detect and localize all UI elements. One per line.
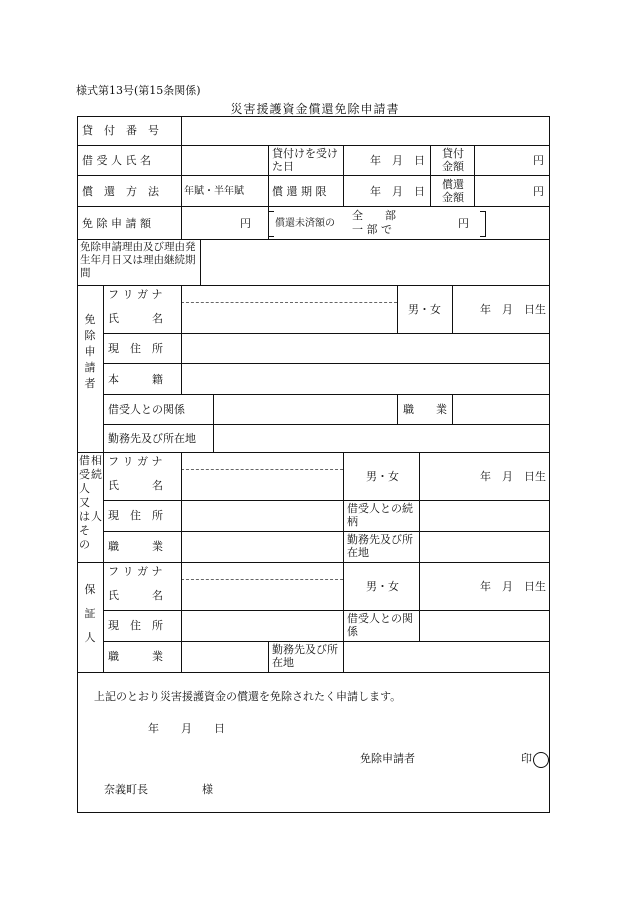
- repay-method-label: 償 還 方 法: [82, 185, 159, 198]
- col-line: [419, 562, 420, 641]
- exempt-amount-label: 免 除 申 請 額: [82, 217, 151, 230]
- col-line: [343, 562, 344, 641]
- col-line: [200, 239, 201, 285]
- applicant-workplace-label: 勤務先及び所在地: [108, 432, 196, 445]
- one-part-option: 一 部 で: [352, 223, 392, 236]
- guarantor-name-label: 氏 名: [108, 589, 163, 602]
- row-line: [77, 239, 550, 240]
- application-statement: 上記のとおり災害援護資金の償還を免除されたく申請します。: [94, 690, 402, 703]
- col-line: [181, 562, 182, 672]
- repay-period-ymd: 年 月 日: [370, 185, 425, 198]
- col-line: [343, 641, 344, 672]
- applicant-relation-label: 借受人との関係: [108, 403, 185, 416]
- addressee: 奈義町長: [104, 783, 148, 796]
- loan-date-ymd: 年 月 日: [370, 154, 425, 167]
- applicant-sex: 男・女: [408, 303, 441, 316]
- row-line: [77, 175, 550, 176]
- heir-relation-label: 借受人との続柄: [347, 502, 413, 528]
- col-line: [268, 641, 269, 672]
- heir-address-label: 現 住 所: [108, 509, 163, 522]
- furigana-dashed-line: [181, 302, 397, 303]
- guarantor-relation-label: 借受人との関係: [347, 612, 413, 638]
- col-line: [452, 394, 453, 424]
- applicant-address-label: 現 住 所: [108, 342, 163, 355]
- row-line: [77, 452, 550, 453]
- row-line: [103, 610, 550, 611]
- all-part-option: 全 部: [352, 209, 396, 222]
- row-line: [77, 206, 550, 207]
- guarantor-sex: 男・女: [366, 580, 399, 593]
- form-title: 災害援護資金償還免除申請書: [230, 102, 400, 116]
- heir-section-label-sub: 相 続 人: [91, 454, 102, 523]
- loan-amount-label: 貸付金額: [442, 147, 464, 173]
- furigana-dashed-line: [181, 469, 343, 470]
- repay-amount-label: 償還金額: [442, 178, 464, 204]
- row-line: [103, 333, 550, 334]
- col-line: [343, 452, 344, 562]
- col-line: [397, 394, 398, 424]
- col-line: [452, 285, 453, 333]
- guarantor-workplace-label: 勤務先及び所在地: [272, 643, 338, 669]
- loan-number-label: 貸 付 番 号: [82, 124, 159, 137]
- applicant-name-label: 氏 名: [108, 312, 163, 325]
- form-number: 様式第13号(第15条関係): [76, 84, 201, 97]
- row-line: [77, 145, 550, 146]
- row-line: [77, 672, 550, 673]
- col-line: [181, 285, 182, 394]
- applicant-furigana-label: フ リ ガ ナ: [108, 288, 163, 301]
- unpaid-label: 償還未済額の: [275, 218, 335, 229]
- loan-date-label: 貸付けを受けた日: [272, 147, 338, 173]
- col-line: [181, 116, 182, 239]
- applicant-section-label: 免 除 申 請 者: [84, 313, 96, 390]
- furigana-dashed-line: [181, 579, 343, 580]
- row-line: [77, 562, 550, 563]
- row-line: [103, 363, 550, 364]
- guarantor-birthdate: 年 月 日生: [480, 580, 546, 593]
- heir-birthdate: 年 月 日生: [480, 470, 546, 483]
- unpaid-yen: 円: [458, 217, 469, 230]
- col-line: [213, 394, 214, 452]
- applicant-signature-label: 免除申請者: [360, 752, 415, 765]
- row-line: [103, 394, 550, 395]
- guarantor-section-label: 保 証 人: [84, 583, 96, 644]
- heir-workplace-label: 勤務先及び所在地: [347, 533, 413, 559]
- reason-label: 免除申請理由及び理由発生年月日又は理由継続期間: [80, 241, 196, 279]
- loan-amount-yen: 円: [533, 154, 544, 167]
- applicant-birthdate: 年 月 日生: [480, 303, 546, 316]
- heir-name-label: 氏 名: [108, 479, 163, 492]
- repay-period-label: 償 還 期 限: [272, 185, 327, 198]
- heir-furigana-label: フ リ ガ ナ: [108, 455, 163, 468]
- row-line: [103, 500, 550, 501]
- col-line: [343, 145, 344, 206]
- repay-method-value: 年賦・半年賦: [184, 186, 244, 197]
- heir-section-label-main: 借 受 人 又 は そ の: [79, 454, 90, 551]
- addressee-honorific: 様: [202, 783, 213, 796]
- row-line: [103, 641, 550, 642]
- col-line: [181, 452, 182, 562]
- row-line: [77, 285, 550, 286]
- section-col-line: [103, 285, 104, 672]
- applicant-occupation-label: 職 業: [403, 403, 447, 416]
- seal-circle: [533, 752, 549, 768]
- repay-amount-yen: 円: [533, 185, 544, 198]
- application-date: 年 月 日: [148, 722, 225, 735]
- guarantor-occupation-label: 職 業: [108, 650, 163, 663]
- heir-sex: 男・女: [366, 470, 399, 483]
- col-line: [430, 145, 431, 206]
- exempt-amount-yen: 円: [240, 217, 251, 230]
- left-bracket: [268, 211, 274, 237]
- borrower-name-label: 借 受 人 氏 名: [82, 154, 151, 167]
- guarantor-furigana-label: フ リ ガ ナ: [108, 565, 163, 578]
- applicant-domicile-label: 本 籍: [108, 373, 163, 386]
- col-line: [474, 145, 475, 206]
- row-line: [103, 531, 550, 532]
- col-line: [419, 452, 420, 562]
- col-line: [397, 285, 398, 333]
- right-bracket: [480, 211, 486, 237]
- guarantor-address-label: 現 住 所: [108, 619, 163, 632]
- heir-occupation-label: 職 業: [108, 540, 163, 553]
- seal-mark: 印: [521, 752, 532, 765]
- row-line: [103, 424, 550, 425]
